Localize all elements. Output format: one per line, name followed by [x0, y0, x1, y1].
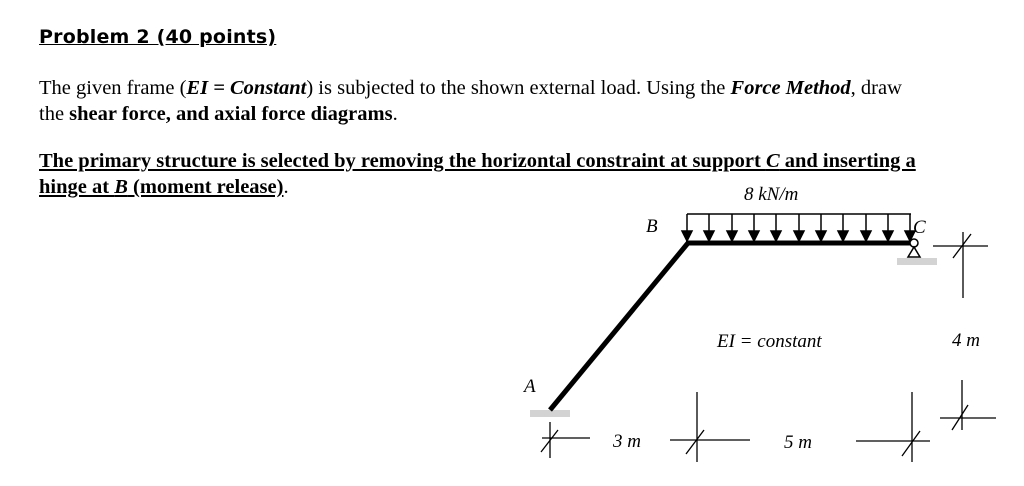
- dimension-5m: 5 m: [784, 432, 812, 453]
- load-label: 8 kN/m: [744, 184, 799, 205]
- node-label-c: C: [913, 217, 926, 238]
- force-method-text: Force Method: [730, 77, 851, 99]
- note-text: The primary structure is selected by removing the horizontal constraint at support: [39, 150, 766, 172]
- statement-text: .: [392, 103, 398, 125]
- dimension-3m: 3 m: [613, 431, 641, 452]
- member-ab: [550, 243, 688, 410]
- statement-text: ) is subjected to the shown external load. Using the: [306, 77, 731, 99]
- note-text: (moment release): [127, 176, 284, 198]
- node-b-ref: B: [114, 176, 128, 198]
- ei-constant-text: EI = Constant: [186, 77, 307, 99]
- note-period: .: [283, 176, 289, 198]
- diagrams-text: shear force, and axial force diagrams: [69, 103, 393, 125]
- fixed-support-a: [530, 410, 570, 417]
- dimension-4m: 4 m: [952, 330, 980, 351]
- statement-text: , draw the: [39, 77, 902, 125]
- node-label-a: A: [524, 376, 536, 397]
- statement-text: The given frame (: [39, 77, 187, 99]
- note-text: and inserting a hinge at: [39, 150, 916, 198]
- problem-title: Problem 2 (40 points): [39, 26, 277, 48]
- pin-support-c: [908, 239, 920, 257]
- stiffness-label: EI = constant: [717, 331, 822, 352]
- pin-support-ground-c: [897, 258, 937, 265]
- node-c-ref: C: [765, 150, 780, 172]
- node-label-b: B: [646, 216, 658, 237]
- distributed-load: [682, 214, 915, 241]
